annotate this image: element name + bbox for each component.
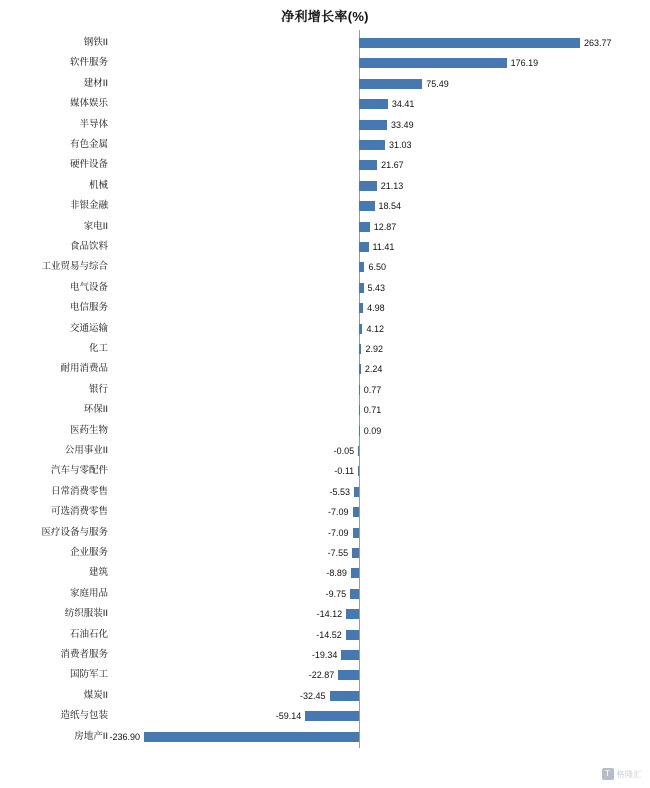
value-label: 4.98 <box>367 303 385 314</box>
category-label: 交通运输 <box>69 322 108 334</box>
bar <box>144 732 359 742</box>
bar-row <box>0 279 650 297</box>
value-label: -9.75 <box>325 588 347 599</box>
bar <box>353 528 359 538</box>
value-label: 4.12 <box>366 323 384 334</box>
category-label: 企业服务 <box>69 547 108 558</box>
value-label: 75.49 <box>426 78 449 89</box>
category-label: 医药生物 <box>69 424 108 436</box>
bar <box>346 630 359 640</box>
bar-row <box>0 340 650 358</box>
bar <box>359 426 360 436</box>
value-label: 34.41 <box>391 99 415 110</box>
bar-row <box>0 422 650 440</box>
category-label: 食品饮料 <box>69 241 108 252</box>
bar-row <box>0 666 650 684</box>
bar <box>359 364 361 374</box>
category-label: 银行 <box>88 383 108 395</box>
bar-row <box>0 626 650 644</box>
bar-row <box>0 258 650 276</box>
category-label: 造纸与包装 <box>60 710 108 722</box>
category-label: 耐用消费品 <box>60 363 108 375</box>
bar-row <box>0 707 650 725</box>
bar-row <box>0 197 650 215</box>
value-label: -0.05 <box>333 446 355 456</box>
value-label: -236.90 <box>109 731 140 742</box>
bar <box>352 548 359 558</box>
category-label: 纺织服装II <box>64 608 108 620</box>
category-label: 非银金融 <box>69 200 108 212</box>
bar-row <box>0 585 650 603</box>
bar-row <box>0 116 650 134</box>
bar-row <box>0 442 650 460</box>
bar <box>359 303 363 313</box>
watermark <box>602 768 643 780</box>
bar-row <box>0 34 650 52</box>
bar-row <box>0 238 650 256</box>
bar <box>359 324 362 334</box>
value-label: 263.77 <box>584 38 612 48</box>
value-label: -5.53 <box>329 486 350 497</box>
category-label: 汽车与零配件 <box>50 465 108 477</box>
value-label: 0.09 <box>363 425 382 436</box>
bar <box>359 79 422 89</box>
category-label: 建材II <box>83 77 108 89</box>
bar <box>354 487 359 497</box>
bar <box>359 58 507 68</box>
bar-row <box>0 687 650 705</box>
bar <box>346 609 359 619</box>
value-label: -7.55 <box>327 548 349 558</box>
bar <box>305 711 359 721</box>
category-label: 化工 <box>88 343 108 354</box>
bar <box>359 242 369 252</box>
bar-row <box>0 605 650 623</box>
bar-row <box>0 54 650 72</box>
bar <box>359 99 388 109</box>
category-label: 电信服务 <box>69 302 108 314</box>
category-label: 消费者服务 <box>60 649 108 660</box>
value-label: 18.54 <box>378 201 402 212</box>
category-label: 石油石化 <box>69 628 108 640</box>
value-label: 0.71 <box>363 405 382 416</box>
category-label: 机械 <box>88 179 108 191</box>
category-label: 电气设备 <box>69 281 108 293</box>
bar <box>359 283 364 293</box>
category-label: 公用事业II <box>64 445 108 456</box>
bar <box>359 160 377 170</box>
category-label: 家庭用品 <box>69 587 108 599</box>
bar <box>359 344 361 354</box>
bar-row <box>0 156 650 174</box>
bar <box>359 120 387 130</box>
category-label: 环保II <box>83 404 108 416</box>
bar-row <box>0 728 650 746</box>
category-label: 房地产II <box>74 730 108 742</box>
bar-row <box>0 524 650 542</box>
bar-row <box>0 218 650 236</box>
value-label: 21.67 <box>381 160 404 171</box>
bar <box>358 446 359 456</box>
watermark-label: 格隆汇 <box>616 769 642 779</box>
category-label: 钢铁II <box>83 37 108 48</box>
category-label: 有色金属 <box>69 139 108 150</box>
bar <box>353 507 359 517</box>
category-label: 日常消费零售 <box>50 485 108 497</box>
bar <box>350 589 359 599</box>
category-label: 硬件设备 <box>69 159 108 171</box>
bar-row <box>0 95 650 113</box>
bar <box>359 262 364 272</box>
bar-row <box>0 75 650 93</box>
bar-row <box>0 360 650 378</box>
category-label: 媒体娱乐 <box>69 98 108 110</box>
value-label: -14.12 <box>316 609 343 620</box>
category-label: 国防军工 <box>69 669 108 681</box>
value-label: -59.14 <box>275 711 302 722</box>
bar-row <box>0 462 650 480</box>
category-label: 半导体 <box>79 118 108 130</box>
value-label: 5.43 <box>367 282 386 293</box>
bar <box>359 201 375 211</box>
category-label: 家电II <box>83 220 108 232</box>
value-label: -7.09 <box>328 507 349 518</box>
category-label: 软件服务 <box>69 57 108 69</box>
category-label: 可选消费零售 <box>50 506 108 518</box>
value-label: -19.34 <box>311 650 338 660</box>
bar <box>359 222 370 232</box>
bar-row <box>0 401 650 419</box>
bar <box>359 181 377 191</box>
bar <box>359 140 385 150</box>
bar <box>359 38 580 48</box>
chart-title: 净利增长率(%) <box>281 9 369 24</box>
value-label: -14.52 <box>316 629 342 640</box>
bar <box>359 385 360 395</box>
bar-row <box>0 646 650 664</box>
bar-row <box>0 320 650 338</box>
bar <box>338 670 359 680</box>
bar <box>341 650 359 660</box>
value-label: 21.13 <box>380 180 404 191</box>
bar-row <box>0 483 650 501</box>
value-label: -22.87 <box>308 670 335 681</box>
value-label: 0.77 <box>363 384 382 395</box>
bar-row <box>0 299 650 317</box>
bar-row <box>0 564 650 582</box>
value-label: 176.19 <box>510 58 539 69</box>
value-label: -7.09 <box>328 527 349 538</box>
watermark-logo-icon: T <box>602 768 614 780</box>
category-label: 医疗设备与服务 <box>41 526 108 538</box>
value-label: -8.89 <box>326 568 347 579</box>
value-label: 6.50 <box>368 262 386 273</box>
category-label: 煤炭II <box>83 689 108 701</box>
value-label: 11.41 <box>372 242 395 252</box>
bar <box>358 466 359 476</box>
bar <box>351 568 359 578</box>
category-label: 建筑 <box>88 567 108 579</box>
plot-area <box>0 30 650 770</box>
bar-row <box>0 177 650 195</box>
bar-row <box>0 381 650 399</box>
value-label: -0.11 <box>334 466 355 477</box>
category-label: 工业贸易与综合 <box>41 261 108 273</box>
value-label: 33.49 <box>391 119 414 130</box>
bar-row <box>0 544 650 562</box>
bar-row <box>0 136 650 154</box>
bar <box>359 405 360 415</box>
bar-row <box>0 503 650 521</box>
bar <box>330 691 359 701</box>
value-label: -32.45 <box>300 690 326 701</box>
value-label: 2.24 <box>364 364 383 375</box>
value-label: 2.92 <box>365 344 383 354</box>
value-label: 31.03 <box>388 140 412 150</box>
value-label: 12.87 <box>373 221 397 232</box>
